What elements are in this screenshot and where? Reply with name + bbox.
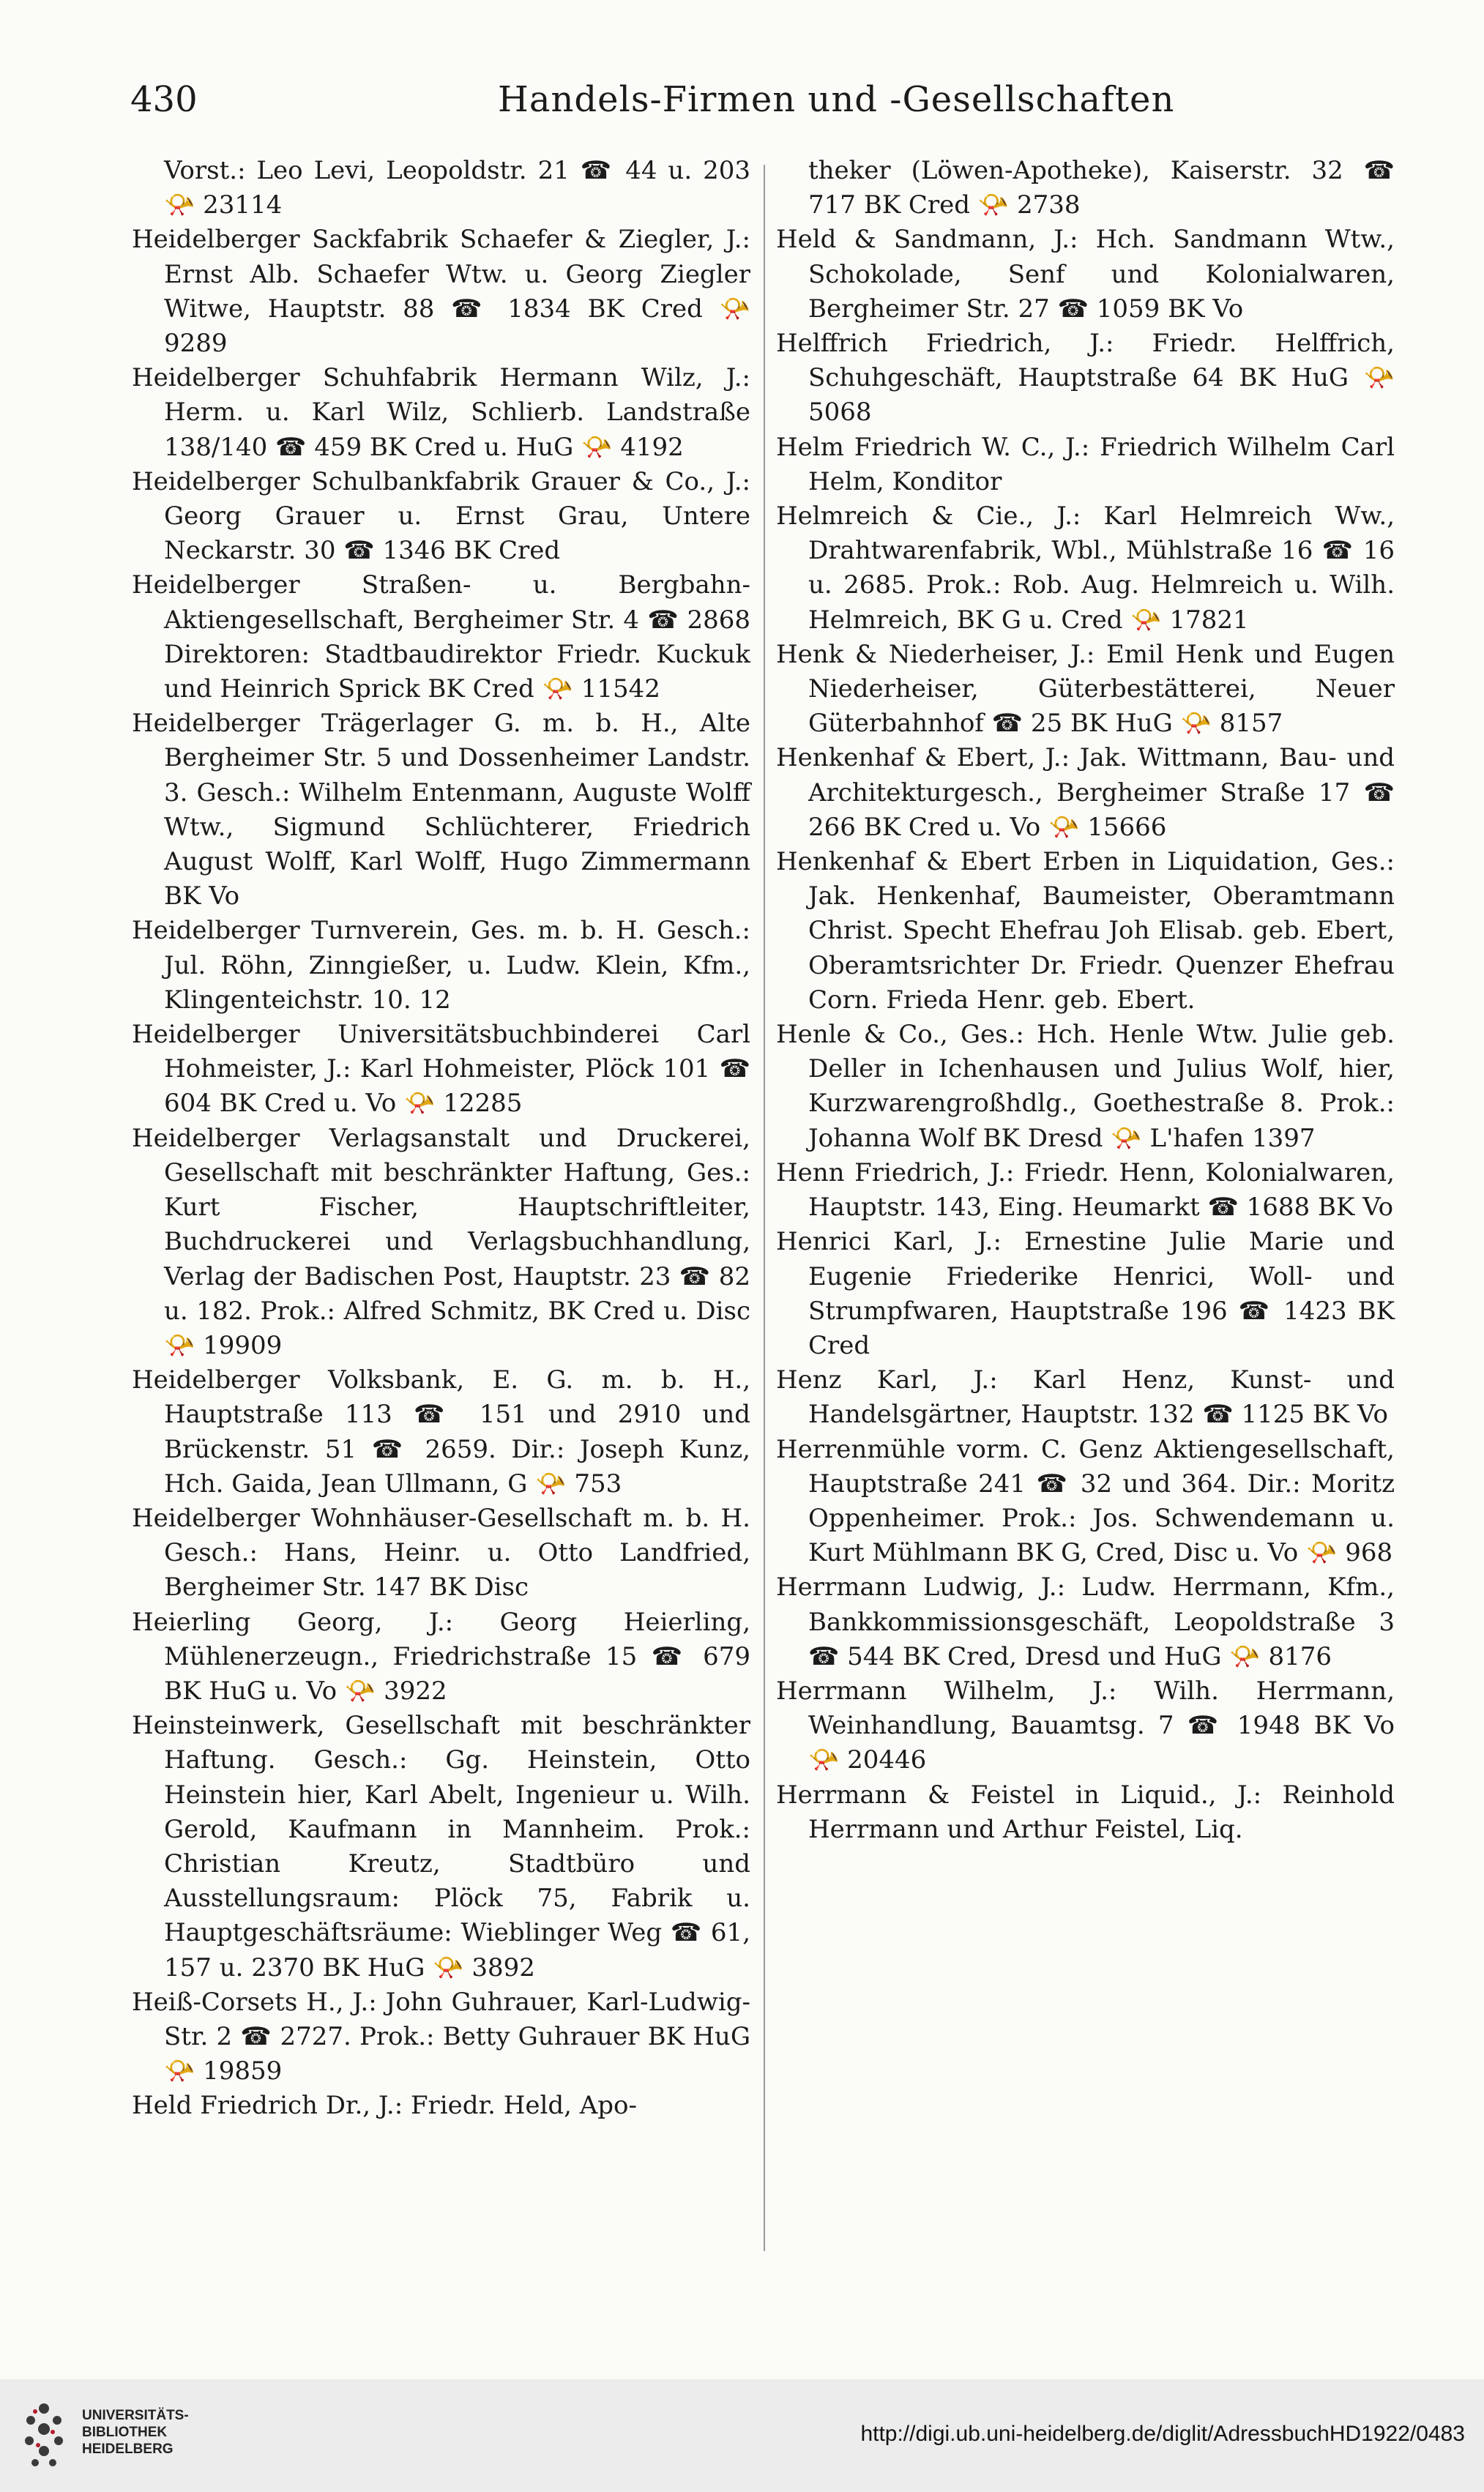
- directory-entry: Herrmann Wilhelm, J.: Wilh. Herrmann, Weinhandlung, Bauamtsg. 7 ☎ 1948 BK Vo 📯 20446: [776, 1676, 1395, 1775]
- directory-entry: Herrmann & Feistel in Liquid., J.: Reinhold Herrmann und Arthur Feistel, Liq.: [776, 1780, 1395, 1844]
- directory-entry: Henrici Karl, J.: Ernestine Julie Marie und Eugenie Friederike Henrici, Woll- und Strumpfwaren, Hauptstraße 196 ☎ 1423 BK Cred: [776, 1227, 1395, 1360]
- library-logo-text: UNIVERSITÄTS- BIBLIOTHEK HEIDELBERG: [82, 2408, 189, 2457]
- directory-entry: Henn Friedrich, J.: Friedr. Henn, Kolonialwaren, Hauptstr. 143, Eing. Heumarkt ☎ 1688 BK Vo: [776, 1157, 1395, 1223]
- directory-entry: Heiß-Corsets H., J.: John Guhrauer, Karl-Ludwig-Str. 2 ☎ 2727. Prok.: Betty Guhrauer BK HuG 📯 19859: [132, 1987, 750, 2086]
- directory-entry: Henkenhaf & Ebert Erben in Liquidation, Ges.: Jak. Henkenhaf, Baumeister, Oberamtmann Christ. Specht Ehefrau Joh Elisab. geb. Ebert, Oberamtsrichter Dr. Friedr. Quenzer Ehefrau Corn. Frieda Henr. geb. Ebert.: [776, 847, 1395, 1015]
- directory-entry: Heidelberger Trägerlager G. m. b. H., Alte Bergheimer Str. 5 und Dossenheimer Landstr. 3. Gesch.: Wilhelm Entenmann, Auguste Wolff Wtw., Sigmund Schlüchterer, Friedrich August Wolff, Karl Wolff, Hugo Zimmermann BK Vo: [132, 709, 750, 911]
- directory-entry: Heidelberger Turnverein, Ges. m. b. H. Gesch.: Jul. Röhn, Zinngießer, u. Ludw. Klein, Kfm., Klingenteichstr. 10. 12: [132, 916, 750, 1015]
- column-divider: [764, 165, 765, 2251]
- page-number: 430: [130, 79, 198, 120]
- source-url[interactable]: http://digi.ub.uni-heidelberg.de/diglit/AdressbuchHD1922/0483: [860, 2422, 1465, 2446]
- left-column: [132, 154, 750, 2124]
- directory-entry: Heidelberger Sackfabrik Schaefer & Ziegler, J.: Ernst Alb. Schaefer Wtw. u. Georg Ziegler Witwe, Hauptstr. 88 ☎ 1834 BK Cred 📯 9289: [132, 225, 750, 359]
- directory-entry: Heidelberger Straßen- u. Bergbahn-Aktiengesellschaft, Bergheimer Str. 4 ☎ 2868 Direktoren: Stadtbaudirektor Friedr. Kuckuk und Heinrich Sprick BK Cred 📯 11542: [132, 570, 750, 704]
- directory-entry: Held Friedrich Dr., J.: Friedr. Held, Apo-: [132, 2091, 637, 2121]
- directory-entry: Henk & Niederheiser, J.: Emil Henk und Eugen Niederheiser, Güterbestätterei, Neuer Güterbahnhof ☎ 25 BK HuG 📯 8157: [776, 639, 1395, 739]
- directory-entry: Held & Sandmann, J.: Hch. Sandmann Wtw., Schokolade, Senf und Kolonialwaren, Bergheimer Str. 27 ☎ 1059 BK Vo: [776, 225, 1395, 324]
- directory-entry: Heidelberger Volksbank, E. G. m. b. H., Hauptstraße 113 ☎ 151 und 2910 und Brückenstr. 51 ☎ 2659. Dir.: Joseph Kunz, Hch. Gaida, Jean Ullmann, G 📯 753: [132, 1365, 750, 1499]
- directory-entry: Herrmann Ludwig, J.: Ludw. Herrmann, Kfm., Bankkommissionsgeschäft, Leopoldstraße 3 ☎ 544 BK Cred, Dresd und HuG 📯 8176: [776, 1573, 1395, 1671]
- directory-entry: theker (Löwen-Apotheke), Kaiserstr. 32 ☎ 717 BK Cred 📯 2738: [808, 156, 1395, 220]
- right-column: [776, 154, 1395, 1847]
- directory-entry: Henle & Co., Ges.: Hch. Henle Wtw. Julie geb. Deller in Ichenhausen und Julius Wolf, hier, Kurzwarengroßhdlg., Goethestraße 8. Prok.: Johanna Wolf BK Dresd 📯 L'hafen 1397: [776, 1020, 1395, 1153]
- directory-entry: Heidelberger Wohnhäuser-Gesellschaft m. b. H. Gesch.: Hans, Heinr. u. Otto Landfried, Bergheimer Str. 147 BK Disc: [132, 1503, 750, 1603]
- directory-entry: Helm Friedrich W. C., J.: Friedrich Wilhelm Carl Helm, Konditor: [776, 432, 1395, 496]
- directory-entry: Heierling Georg, J.: Georg Heierling, Mühlenerzeugn., Friedrichstraße 15 ☎ 679 BK HuG u. Vo 📯 3922: [132, 1607, 750, 1706]
- directory-entry: Herrenmühle vorm. C. Genz Aktiengesellschaft, Hauptstraße 241 ☎ 32 und 364. Dir.: Moritz Oppenheimer. Prok.: Jos. Schwendemann u. Kurt Mühlmann BK G, Cred, Disc u. Vo 📯 968: [776, 1434, 1395, 1568]
- directory-entry: Henkenhaf & Ebert, J.: Jak. Wittmann, Bau- und Architekturgesch., Bergheimer Straße 17 ☎ 266 BK Cred u. Vo 📯 15666: [776, 743, 1395, 842]
- directory-entry: Heidelberger Schuhfabrik Hermann Wilz, J.: Herm. u. Karl Wilz, Schlierb. Landstraße 138/140 ☎ 459 BK Cred u. HuG 📯 4192: [132, 363, 750, 462]
- directory-entry: Helmreich & Cie., J.: Karl Helmreich Ww., Drahtwarenfabrik, Wbl., Mühlstraße 16 ☎ 16 u. 2685. Prok.: Rob. Aug. Helmreich u. Wilh. Helmreich, BK G u. Cred 📯 17821: [776, 501, 1395, 635]
- directory-entry: Heidelberger Universitätsbuchbinderei Carl Hohmeister, J.: Karl Hohmeister, Plöck 101 ☎ 604 BK Cred u. Vo 📯 12285: [132, 1020, 750, 1119]
- university-seal-icon: [13, 2395, 75, 2474]
- directory-entry: Heidelberger Verlagsanstalt und Druckerei, Gesellschaft mit beschränkter Haftung, Ges.: Kurt Fischer, Hauptschriftleiter, Buchdruckerei und Verlagsbuchhandlung, Verlag der Badischen Post, Hauptstr. 23 ☎ 82 u. 182. Prok.: Alfred Schmitz, BK Cred u. Disc 📯 19909: [132, 1123, 750, 1360]
- page-title: Handels-Firmen und -Gesellschaften: [498, 79, 1175, 120]
- directory-entry: Heinsteinwerk, Gesellschaft mit beschränkter Haftung. Gesch.: Gg. Heinstein, Otto Heinstein hier, Karl Abelt, Ingenieur u. Wilh. Gerold, Kaufmann in Mannheim. Prok.: Christian Kreutz, Stadtbüro und Ausstellungsraum: Plöck 75, Fabrik u. Hauptgeschäftsräume: Wieblinger Weg ☎ 61, 157 u. 2370 BK HuG 📯 3892: [132, 1711, 750, 1982]
- directory-entry: Helffrich Friedrich, J.: Friedr. Helffrich, Schuhgeschäft, Hauptstraße 64 BK HuG 📯 5068: [776, 329, 1395, 428]
- directory-entry: Vorst.: Leo Levi, Leopoldstr. 21 ☎ 44 u. 203 📯 23114: [164, 156, 750, 220]
- directory-entry: Heidelberger Schulbankfabrik Grauer & Co., J.: Georg Grauer u. Ernst Grau, Untere Neckarstr. 30 ☎ 1346 BK Cred: [132, 466, 750, 566]
- directory-entry: Henz Karl, J.: Karl Henz, Kunst- und Handelsgärtner, Hauptstr. 132 ☎ 1125 BK Vo: [776, 1365, 1395, 1430]
